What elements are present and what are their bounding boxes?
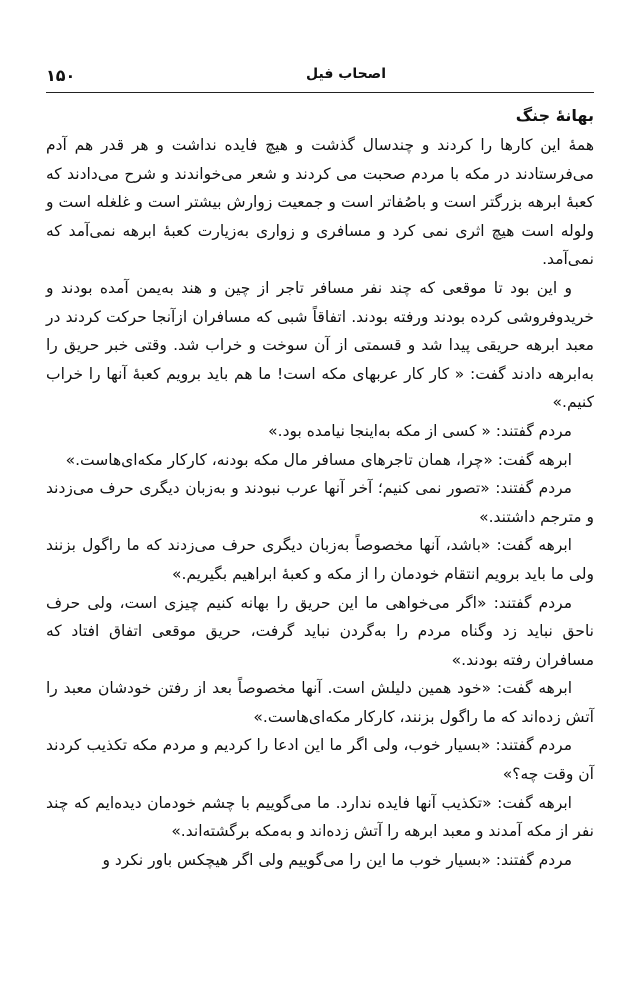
page-header: [46, 64, 594, 94]
paragraph: ابرهه گفت: «چرا، همان تاجرهای مسافر مال مکه بودنه، کارکار مکه‌ای‌هاست.»: [65, 450, 572, 469]
paragraph: مردم گفتند: « کسی از مکه به‌اینجا نیامده بود.»: [268, 421, 572, 440]
paragraph: ابرهه گفت: «تکذیب آنها فایده ندارد. ما می‌گوییم با چشم خودمان دیده‌ایم که چند نفر از مکه آمدند و معبد ابرهه را آتش زده‌اند و به‌مکه برگشته‌اند.»: [46, 793, 594, 841]
paragraph: مردم گفتند: «تصور نمی کنیم؛ آخر آنها عرب نبودند و به‌زبان دیگری حرف می‌زدند و مترجم داشتند.»: [46, 479, 594, 526]
header-rule: [46, 92, 594, 93]
paragraph: مردم گفتند: «اگر می‌خواهی ما این حریق را بهانه کنیم چیزی است، ولی حرف ناحق نباید زد وگناه مردم را به‌گردن نباید گرفت، حریق موقعی اتفاق افتاد که مسافران رفته بودند.»: [46, 593, 594, 669]
paragraph: ابرهه گفت: «باشد، آنها مخصوصاً به‌زبان دیگری حرف می‌زدند که ما راگول بزنند ولی ما باید برویم انتقام خودمان را از مکه و کعبهٔ ابراهیم بگیریم.»: [46, 536, 594, 583]
page-body: [46, 101, 594, 874]
running-title: اصحاب فیل: [306, 66, 386, 82]
paragraph: همهٔ این کارها را کردند و چندسال گذشت و هیچ فایده نداشت و هر قدر هم آدم می‌فرستادند در مکه با مردم صحبت می کردند و شعر می‌خواندند و شرح می‌دادند که کعبهٔ ابرهه بزرگتر است و باصُفاتر است و جمعیت زوارش بیشتر است و غلغله است و ولوله است هیچ اثری نمی کرد و مسافری و زواری به‌زیارت کعبهٔ ابرهه نمی‌آمد که نمی‌آمد.: [46, 136, 594, 269]
paragraph: و این بود تا موقعی که چند نفر مسافر تاجر از چین و هند به‌یمن آمده بودند و خریدوفروشی کرده بودند ورفته بودند. اتفاقاً شبی که مسافران ازآنجا حرکت کردند در معبد ابرهه حریقی پیدا شد و قسمتی از آن سوخت و خراب شد. وقتی خبر حریق را به‌ابرهه دادند گفت: « کار کار عربهای مکه است! ما هم باید برویم کعبهٔ آنها را خراب کنیم.»: [46, 278, 594, 412]
page-number: ۱۵۰: [46, 66, 76, 85]
section-heading: بهانهٔ جنگ: [515, 106, 594, 125]
paragraph: ابرهه گفت: «خود همین دلیلش است. آنها مخصوصاً بعد از رفتن خودشان معبد را آتش زده‌اند که ما راگول بزنند، کارکار مکه‌ای‌هاست.»: [46, 679, 594, 726]
paragraph: مردم گفتند: «بسیار خوب، ولی اگر ما این ادعا را کردیم و مردم مکه تکذیب کردند آن وقت چه؟»: [46, 736, 594, 784]
paragraph: مردم گفتند: «بسیار خوب ما این را می‌گوییم ولی اگر هیچکس باور نکرد و: [102, 850, 572, 869]
